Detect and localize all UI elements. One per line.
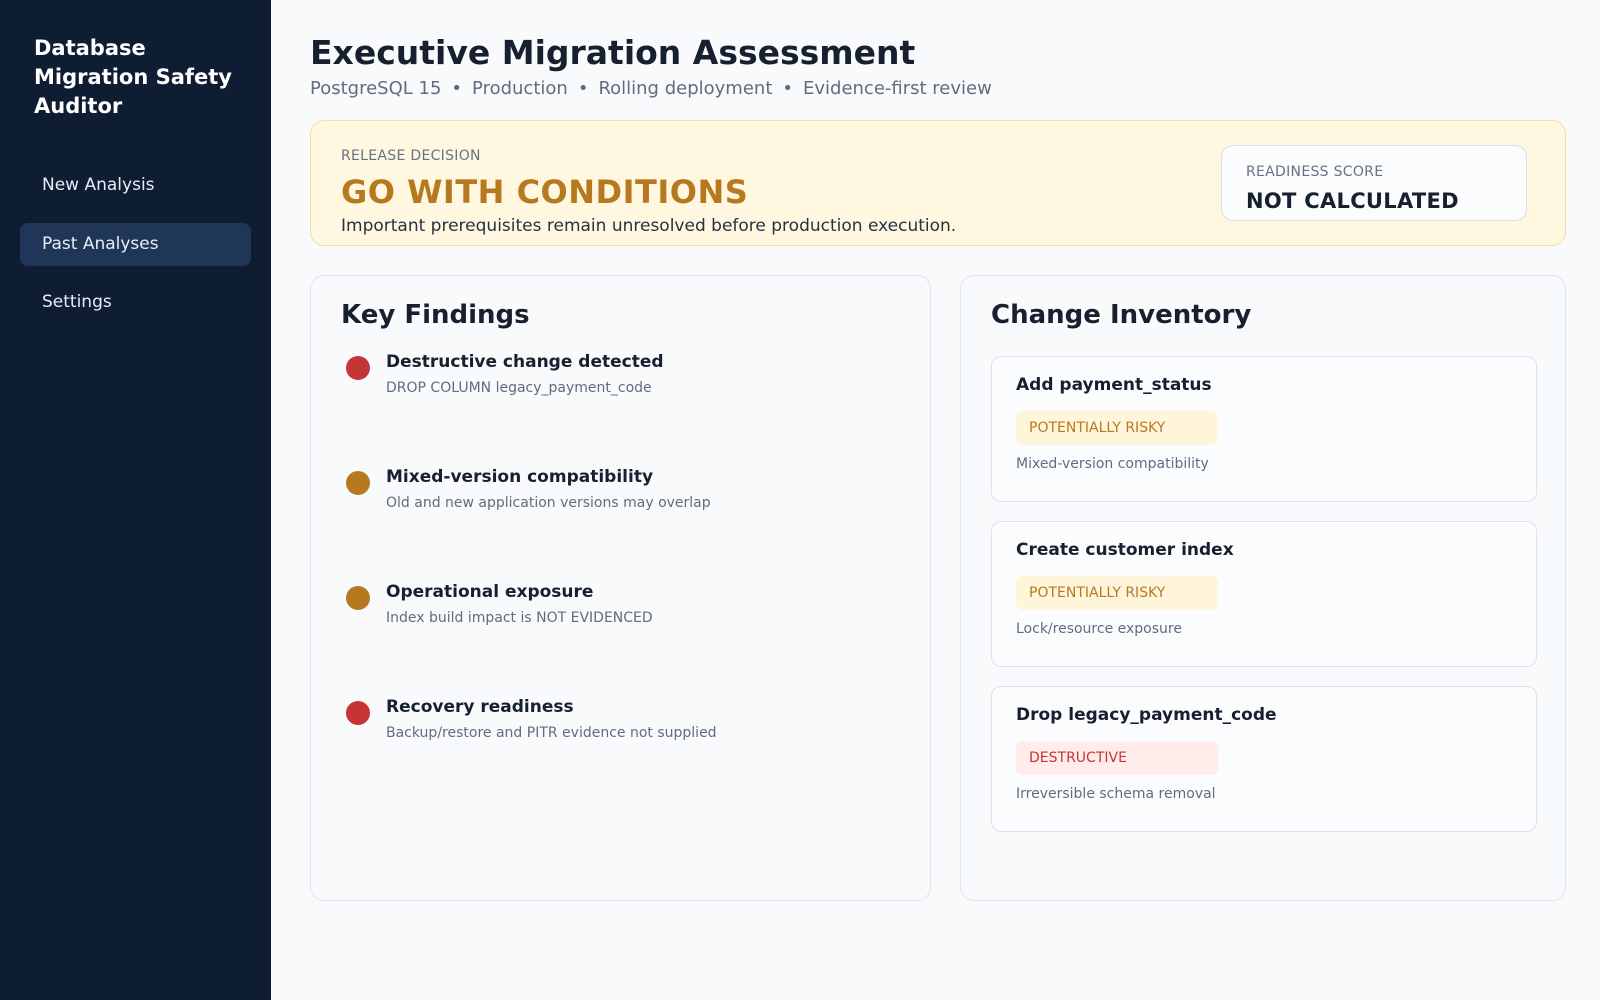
change-inventory-title: Change Inventory (991, 300, 1252, 330)
change-title: Drop legacy_payment_code (1016, 705, 1277, 725)
release-decision-description: Important prerequisites remain unresolved before production execution. (341, 216, 957, 236)
finding-detail: Old and new application versions may overlap (386, 495, 711, 511)
meta-deployment: Rolling deployment (598, 78, 773, 99)
change-inventory-card (960, 275, 1566, 901)
release-decision-value: GO WITH CONDITIONS (341, 173, 749, 211)
change-detail: Irreversible schema removal (1016, 786, 1216, 802)
severity-dot-icon (346, 701, 370, 725)
readiness-score-box (1221, 145, 1527, 221)
finding-detail: Backup/restore and PITR evidence not supplied (386, 725, 717, 741)
sidebar (0, 0, 271, 1000)
finding-item (341, 578, 911, 658)
change-item-drop-legacy-payment-code[interactable] (991, 686, 1537, 832)
nav-item-settings[interactable]: Settings (42, 292, 112, 312)
change-title: Create customer index (1016, 540, 1234, 560)
finding-title: Recovery readiness (386, 697, 574, 717)
change-item-add-payment-status[interactable] (991, 356, 1537, 502)
finding-item (341, 348, 911, 428)
change-detail: Mixed-version compatibility (1016, 456, 1209, 472)
risk-badge: DESTRUCTIVE (1016, 741, 1218, 775)
page-subtitle (310, 78, 992, 99)
meta-separator: • (451, 78, 463, 99)
severity-dot-icon (346, 586, 370, 610)
readiness-score-value: NOT CALCULATED (1246, 189, 1459, 213)
meta-separator: • (782, 78, 793, 99)
finding-detail: DROP COLUMN legacy_payment_code (386, 380, 652, 396)
app-title: Database Migration Safety Auditor (34, 36, 232, 118)
risk-badge: POTENTIALLY RISKY (1016, 576, 1218, 610)
release-decision-panel (310, 120, 1566, 246)
finding-item (341, 693, 911, 773)
nav-item-past-analyses[interactable]: Past Analyses (20, 223, 251, 266)
change-title: Add payment_status (1016, 375, 1212, 395)
severity-dot-icon (346, 471, 370, 495)
meta-database: PostgreSQL 15 (310, 78, 442, 99)
meta-review-mode: Evidence-first review (803, 78, 992, 99)
release-decision-label: RELEASE DECISION (341, 148, 481, 164)
change-detail: Lock/resource exposure (1016, 621, 1182, 637)
finding-title: Destructive change detected (386, 352, 664, 372)
readiness-score-label: READINESS SCORE (1246, 164, 1384, 180)
nav-item-new-analysis[interactable]: New Analysis (42, 175, 155, 195)
finding-title: Operational exposure (386, 582, 594, 602)
finding-detail: Index build impact is NOT EVIDENCED (386, 610, 653, 626)
page-title: Executive Migration Assessment (310, 33, 916, 72)
key-findings-card (310, 275, 931, 901)
key-findings-title: Key Findings (341, 300, 530, 330)
change-item-create-customer-index[interactable] (991, 521, 1537, 667)
finding-item (341, 463, 911, 543)
meta-separator: • (577, 78, 589, 99)
finding-title: Mixed-version compatibility (386, 467, 654, 487)
risk-badge: POTENTIALLY RISKY (1016, 411, 1218, 445)
meta-environment: Production (472, 78, 568, 99)
severity-dot-icon (346, 356, 370, 380)
